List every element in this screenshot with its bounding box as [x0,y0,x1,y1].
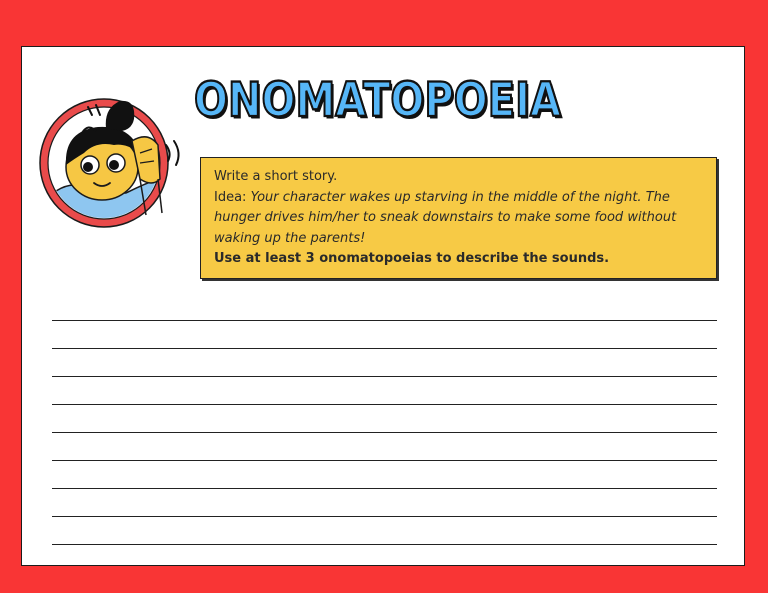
writing-lines[interactable] [52,320,717,572]
writing-line[interactable] [52,376,717,377]
prompt-idea [214,188,703,250]
prompt-instruction: Use at least 3 onomatopoeias to describe the sounds. [214,251,610,266]
worksheet-page [21,46,745,566]
child-listening-icon [36,83,186,233]
writing-line[interactable] [52,432,717,433]
idea-label: Idea: [214,189,251,205]
writing-line[interactable] [52,320,717,321]
writing-line[interactable] [52,404,717,405]
idea-text: Your character wakes up starving in the middle of the night. The hunger drives him/her to sneak downstairs to make some food without waking up the parents! [214,189,677,246]
worksheet-title: ONOMATOPOEIA [194,73,561,128]
writing-line[interactable] [52,460,717,461]
writing-line[interactable] [52,488,717,489]
prompt-line-1: Write a short story. [214,169,338,184]
story-prompt-box [200,157,717,279]
writing-line[interactable] [52,348,717,349]
writing-line[interactable] [52,544,717,545]
writing-line[interactable] [52,516,717,517]
